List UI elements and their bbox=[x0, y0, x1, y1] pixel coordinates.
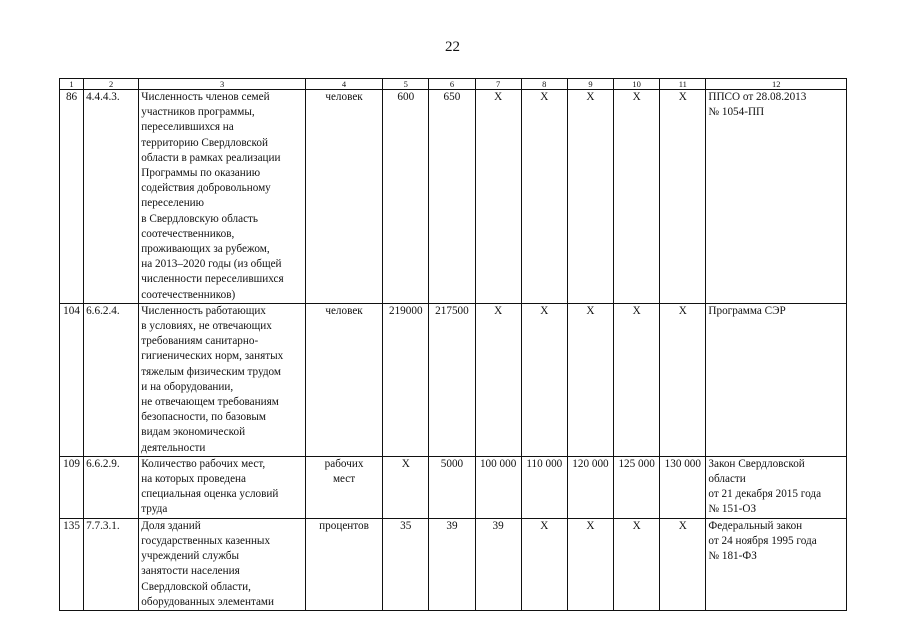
row-number: 135 bbox=[60, 518, 84, 610]
table-row bbox=[60, 456, 847, 518]
unit-of-measure: человек bbox=[305, 303, 382, 456]
value-col-11: Х bbox=[660, 90, 706, 304]
table-row bbox=[60, 303, 847, 456]
value-col-9: Х bbox=[567, 90, 613, 304]
column-header: 12 bbox=[706, 79, 847, 90]
column-header: 5 bbox=[383, 79, 429, 90]
page-number: 22 bbox=[445, 39, 460, 55]
indicator-code: 6.6.2.4. bbox=[84, 303, 139, 456]
column-header: 6 bbox=[429, 79, 475, 90]
value-col-8: Х bbox=[521, 303, 567, 456]
value-col-11: Х bbox=[660, 518, 706, 610]
table-row bbox=[60, 518, 847, 610]
value-col-7: 39 bbox=[475, 518, 521, 610]
row-number: 86 bbox=[60, 90, 84, 304]
value-col-8: 110 000 bbox=[521, 456, 567, 518]
value-col-8: Х bbox=[521, 518, 567, 610]
source-document: Закон Свердловской области от 21 декабря 2015 года № 151-ОЗ bbox=[706, 456, 847, 518]
column-header: 2 bbox=[84, 79, 139, 90]
value-col-5: 600 bbox=[383, 90, 429, 304]
value-col-10: Х bbox=[614, 90, 660, 304]
indicator-name: Численность работающих в условиях, не отвечающих требованиям санитарно- гигиенических норм, занятых тяжелым физическим трудом и на оборудовании, не отвечающем требованиям безопасности, по базовым видам экономической деятельности bbox=[139, 303, 306, 456]
source-document: Федеральный закон от 24 ноября 1995 года № 181-ФЗ bbox=[706, 518, 847, 610]
table-row bbox=[60, 90, 847, 304]
value-col-7: Х bbox=[475, 90, 521, 304]
indicator-code: 6.6.2.9. bbox=[84, 456, 139, 518]
value-col-10: Х bbox=[614, 303, 660, 456]
value-col-5: 35 bbox=[383, 518, 429, 610]
column-header: 7 bbox=[475, 79, 521, 90]
value-col-6: 217500 bbox=[429, 303, 475, 456]
indicator-code: 7.7.3.1. bbox=[84, 518, 139, 610]
value-col-5: 219000 bbox=[383, 303, 429, 456]
unit-of-measure: процентов bbox=[305, 518, 382, 610]
unit-of-measure: рабочих мест bbox=[305, 456, 382, 518]
indicator-name: Количество рабочих мест, на которых проведена специальная оценка условий труда bbox=[139, 456, 306, 518]
indicators-table bbox=[59, 78, 847, 611]
column-header: 10 bbox=[614, 79, 660, 90]
value-col-6: 5000 bbox=[429, 456, 475, 518]
column-header: 4 bbox=[305, 79, 382, 90]
value-col-11: Х bbox=[660, 303, 706, 456]
value-col-10: Х bbox=[614, 518, 660, 610]
source-document: ППСО от 28.08.2013 № 1054-ПП bbox=[706, 90, 847, 304]
indicator-name: Численность членов семей участников программы, переселившихся на территорию Свердловской области в рамках реализации Программы по оказанию содействия добровольному переселению в Свердловскую область соотечественников, проживающих за рубежом, на 2013–2020 годы (из общей численности переселившихся соотечественников) bbox=[139, 90, 306, 304]
value-col-5: Х bbox=[383, 456, 429, 518]
value-col-8: Х bbox=[521, 90, 567, 304]
value-col-7: 100 000 bbox=[475, 456, 521, 518]
indicator-code: 4.4.4.3. bbox=[84, 90, 139, 304]
value-col-9: 120 000 bbox=[567, 456, 613, 518]
value-col-7: Х bbox=[475, 303, 521, 456]
row-number: 109 bbox=[60, 456, 84, 518]
column-header: 9 bbox=[567, 79, 613, 90]
value-col-9: Х bbox=[567, 518, 613, 610]
value-col-10: 125 000 bbox=[614, 456, 660, 518]
column-header: 1 bbox=[60, 79, 84, 90]
value-col-6: 39 bbox=[429, 518, 475, 610]
column-header: 11 bbox=[660, 79, 706, 90]
table-header-row bbox=[60, 79, 847, 90]
column-header: 3 bbox=[139, 79, 306, 90]
value-col-11: 130 000 bbox=[660, 456, 706, 518]
value-col-6: 650 bbox=[429, 90, 475, 304]
column-header: 8 bbox=[521, 79, 567, 90]
unit-of-measure: человек bbox=[305, 90, 382, 304]
value-col-9: Х bbox=[567, 303, 613, 456]
row-number: 104 bbox=[60, 303, 84, 456]
source-document: Программа СЭР bbox=[706, 303, 847, 456]
indicator-name: Доля зданий государственных казенных учреждений службы занятости населения Свердловской области, оборудованных элементами bbox=[139, 518, 306, 610]
